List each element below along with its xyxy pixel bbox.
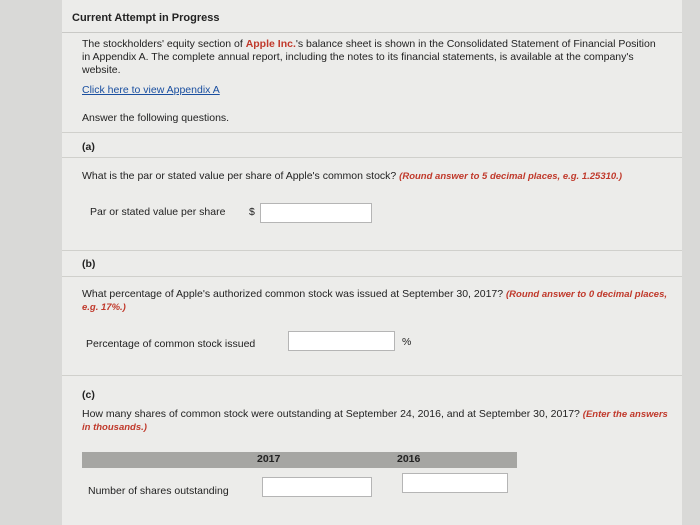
shares-2017-input[interactable] [262, 477, 372, 497]
part-a-hint: (Round answer to 5 decimal places, e.g. 1.25310.) [399, 171, 622, 182]
part-b-hint: (Round answer to 0 decimal places, e.g. 17%.) [82, 289, 668, 313]
shares-table-header [82, 452, 517, 468]
shares-outstanding-label: Number of shares outstanding [88, 485, 229, 497]
column-header-2016: 2016 [397, 453, 421, 465]
question-page [62, 0, 682, 525]
intro-text-before: The stockholders' equity section of [82, 38, 246, 50]
section-divider [62, 375, 682, 376]
part-c-hint: (Enter the answers in thousands.) [82, 409, 668, 433]
part-b-question-text: What percentage of Apple's authorized common stock was issued at September 30, 2017? [82, 288, 506, 300]
part-c-question-text: How many shares of common stock were outstanding at September 24, 2016, and at September 30, 2017? [82, 408, 583, 420]
section-divider [62, 250, 682, 251]
percentage-input[interactable] [288, 331, 395, 351]
intro-text [82, 38, 662, 77]
percent-symbol: % [402, 336, 412, 348]
part-c-label: (c) [82, 389, 95, 401]
section-divider [62, 132, 682, 133]
appendix-link[interactable]: Click here to view Appendix A [82, 84, 220, 96]
intro-text-after: 's balance sheet is shown in the Consolidated Statement of Financial Position in Appendix A. The complete annual report, including the notes to its financial statements, is available at the company's website. [82, 38, 656, 76]
part-a-question-text: What is the par or stated value per share of Apple's common stock? [82, 170, 400, 182]
part-a-question [82, 170, 672, 183]
section-divider [62, 157, 682, 158]
section-divider [62, 276, 682, 277]
part-c-question [82, 408, 672, 434]
page-title: Current Attempt in Progress [72, 12, 220, 24]
column-header-2017: 2017 [257, 453, 281, 465]
par-value-input[interactable] [260, 203, 372, 223]
percentage-label: Percentage of common stock issued [86, 338, 256, 350]
part-b-label: (b) [82, 258, 96, 270]
company-name: Apple Inc. [245, 38, 296, 50]
header-divider [62, 32, 682, 33]
instructions-text: Answer the following questions. [82, 112, 230, 124]
shares-2016-input[interactable] [402, 473, 508, 493]
par-value-label: Par or stated value per share [90, 206, 226, 218]
part-b-question [82, 288, 672, 314]
part-a-label: (a) [82, 141, 95, 153]
currency-symbol: $ [249, 206, 255, 218]
